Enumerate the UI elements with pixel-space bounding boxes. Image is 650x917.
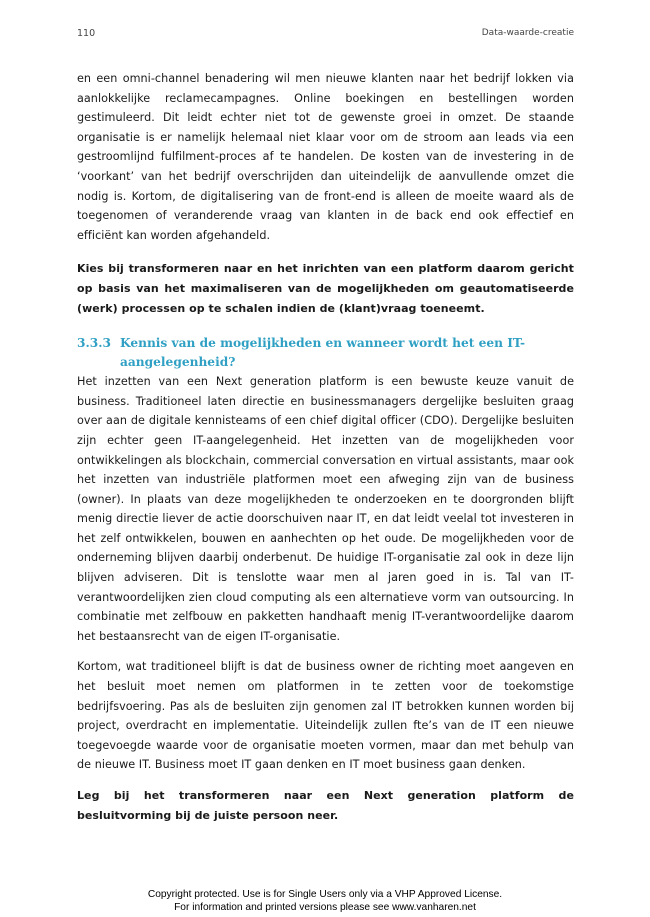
- highlight-paragraph: Leg bij het transformeren naar een Next generation platform de besluitvorming bij de juiste persoon neer.: [77, 789, 574, 822]
- section-title: Kennis van de mogelijkheden en wanneer wordt het een IT-aangelegenheid?: [120, 336, 526, 370]
- section-number: 3.3.3: [77, 336, 111, 351]
- page-header: [77, 28, 574, 39]
- highlight-paragraph: Kies bij transformeren naar en het inrichten van een platform daarom gericht op basis van het maximaliseren van de mogelijkheden om geautomatiseerde (werk) processen op te schalen indien de (klant)vraag toeneemt.: [77, 262, 574, 315]
- copyright-line: Copyright protected. Use is for Single Users only via a VHP Approved License.: [147, 889, 503, 900]
- body-paragraph: Kortom, wat traditioneel blijft is dat de business owner de richting moet aangeven en het besluit moet nemen om platformen in te zetten voor de toekomstige bedrijfsvoering. Pas als de besluiten zijn genomen zal IT betrokken kunnen worden bij project, overdracht en implementatie. Uiteindelijk zullen fte’s van de IT een nieuwe toegevoegde waarde voor de organisatie moeten vormen, maar dan met behulp van de nieuwe IT. Business moet IT gaan denken en IT moet business gaan denken.: [77, 660, 574, 772]
- body-paragraph: Het inzetten van een Next generation platform is een bewuste keuze vanuit de business. Traditioneel laten directie en businessmanagers dergelijke besluiten graag over aan de digitale kennisteams of een chief digital officer (CDO). Dergelijke besluiten zijn echter geen IT-aangelegenheid. Het inzetten van de mogelijkheden voor ontwikkelingen als blockchain, commercial conversation en virtual assistants, maar ook het inzetten van industriële platformen moet een afweging zijn van de business (owner). In plaats van deze mogelijkheden te onderzoeken en te doorgronden blijft menig directie liever de actie doorschuiven naar IT, en dat leidt veelal tot investeren in het zelf ontwikkelen, bouwen en aanhechten op het oude. De mogelijkheden voor de onderneming blijven daarbij onderbenut. De huidige IT-organisatie zal ook in deze lijn blijven adviseren. Dit is tenslotte waar men al jaren goed in is. Tal van IT-verantwoordelijken zien cloud computing als een alternatieve vorm van outsourcing. In combinatie met zelfbouw en pakketten handhaaft menig IT-verantwoordelijke daarom het bestaansrecht van de eigen IT-organisatie.: [77, 375, 574, 643]
- page-number: 110: [77, 28, 96, 39]
- section-heading: [77, 334, 574, 372]
- body-paragraph: en een omni-channel benadering wil men nieuwe klanten naar het bedrijf lokken via aanlokkelijke reclamecampagnes. Online boekingen en bestellingen worden gestimuleerd. Dit leidt echter niet tot de gewenste groei in omzet. De staande organisatie is er namelijk helemaal niet klaar voor om de stroom aan leads via een gestroomlijnd fulfilment-proces af te handelen. De kosten van de investering in de ‘voorkant’ van het bedrijf overschrijden dan uiteindelijk de aanvullende omzet die nodig is. Kortom, de digitalisering van de front-end is alleen de moeite waard als de toegenomen of veranderende vraag van klanten in de back end ook effectief en efficiënt kan worden afgehandeld.: [77, 72, 574, 242]
- info-line: For information and printed versions please see www.vanharen.net: [174, 902, 476, 913]
- copyright-footer: [0, 888, 650, 914]
- running-title: Data-waarde-creatie: [481, 28, 574, 38]
- page-body: [77, 69, 574, 825]
